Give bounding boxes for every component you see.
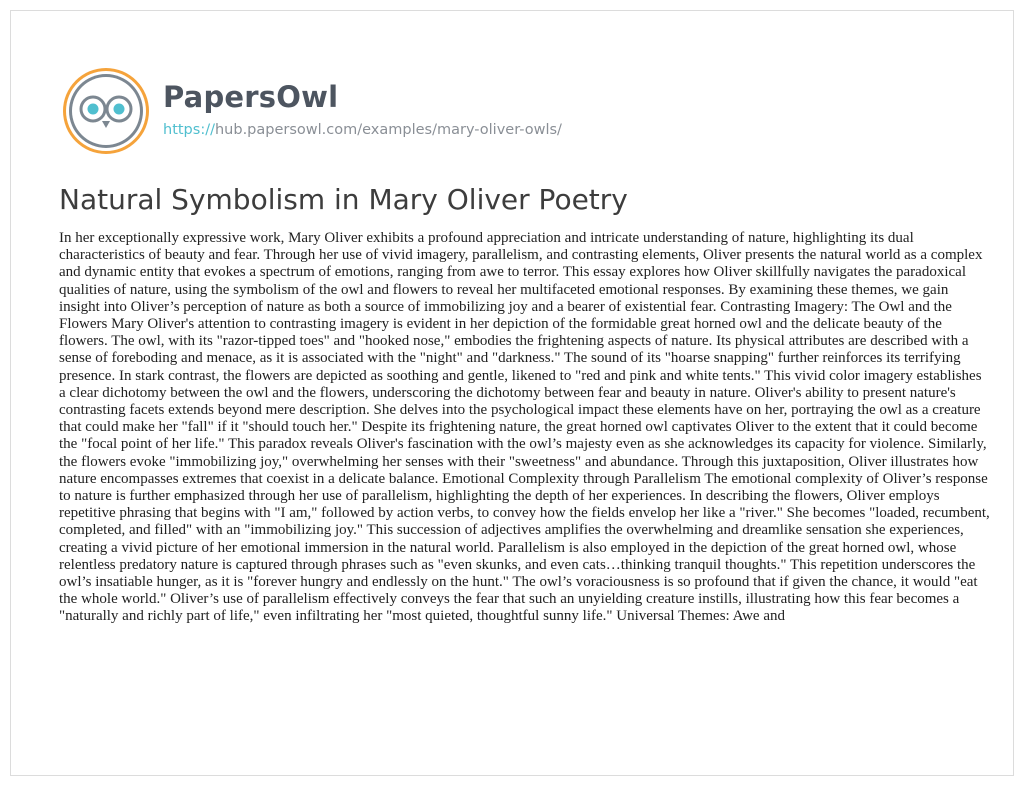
brand-block <box>163 79 562 141</box>
essay-body: In her exceptionally expressive work, Mary Oliver exhibits a profound appreciation and intricate understanding of nature, highlighting its dual characteristics of beauty and fear. Through her use of vivid imagery, parallelism, and contrasting elements, Oliver presents the natural world as a complex and dynamic entity that evokes a spectrum of emotions, ranging from awe to terror. This essay explores how Oliver skillfully navigates the paradoxical qualities of nature, using the symbolism of the owl and flowers to reveal her multifaceted emotional responses. By examining these themes, we gain insight into Oliver’s perception of nature as both a source of immobilizing joy and a bearer of existential fear. Contrasting Imagery: The Owl and the Flowers Mary Oliver's attention to contrasting imagery is evident in her depiction of the formidable great horned owl and the delicate beauty of the flowers. The owl, with its "razor-tipped toes" and "hooked nose," embodies the frightening aspects of nature. Its physical attributes are described with a sense of foreboding and menace, as it is associated with the "night" and "darkness." The sound of its "hoarse snapping" further reinforces its terrifying presence. In stark contrast, the flowers are depicted as soothing and gentle, likened to "red and pink and white tents." This vivid color imagery establishes a clear dichotomy between the owl and the flowers, underscoring the dichotomy between fear and beauty in nature. Oliver's ability to present nature's contrasting facets extends beyond mere description. She delves into the psychological impact these elements have on her, portraying the owl as a creature that could make her "fall" if it "should touch her." Despite its frightening nature, the great horned owl captivates Oliver to the extent that it could become the "focal point of her life." This paradox reveals Oliver's fascination with the owl’s majesty even as she acknowledges its capacity for violence. Similarly, the flowers evoke "immobilizing joy," overwhelming her senses with their "sweetness" and abundance. Through this juxtaposition, Oliver illustrates how nature encompasses extremes that coexist in a delicate balance. Emotional Complexity through Parallelism The emotional complexity of Oliver’s response to nature is further emphasized through her use of parallelism, highlighting the depth of her experiences. In describing the flowers, Oliver employs repetitive phrasing that begins with "I am," followed by action verbs, to convey how the fields envelop her like a "river." She becomes "loaded, recumbent, completed, and filled" with an "immobilizing joy." This succession of adjectives amplifies the overwhelming and dreamlike sensation she experiences, creating a vivid picture of her emotional immersion in the natural world. Parallelism is also employed in the depiction of the great horned owl, whose relentless predatory nature is captured through phrases such as "even skunks, and even cats…thinking tranquil thoughts." This repetition underscores the owl’s insatiable hunger, as it is "forever hungry and endlessly on the hunt." The owl’s voraciousness is so profound that if given the chance, it would "eat the whole world." Oliver’s use of parallelism effectively conveys the fear that such an unyielding creature instills, illustrating how this fear becomes a "naturally and richly part of life," even infiltrating her "most quieted, thoughtful sunny life." Universal Themes: Awe and <box>59 230 990 625</box>
source-url-link[interactable] <box>163 119 562 141</box>
site-header <box>61 66 562 156</box>
url-path: hub.papersowl.com/examples/mary-oliver-owls/ <box>214 122 562 138</box>
essay-title: Natural Symbolism in Mary Oliver Poetry <box>59 183 628 216</box>
owl-logo-icon <box>61 66 151 156</box>
document-page <box>10 10 1014 776</box>
url-scheme: https:// <box>163 122 215 138</box>
brand-name[interactable]: PapersOwl <box>163 80 339 114</box>
